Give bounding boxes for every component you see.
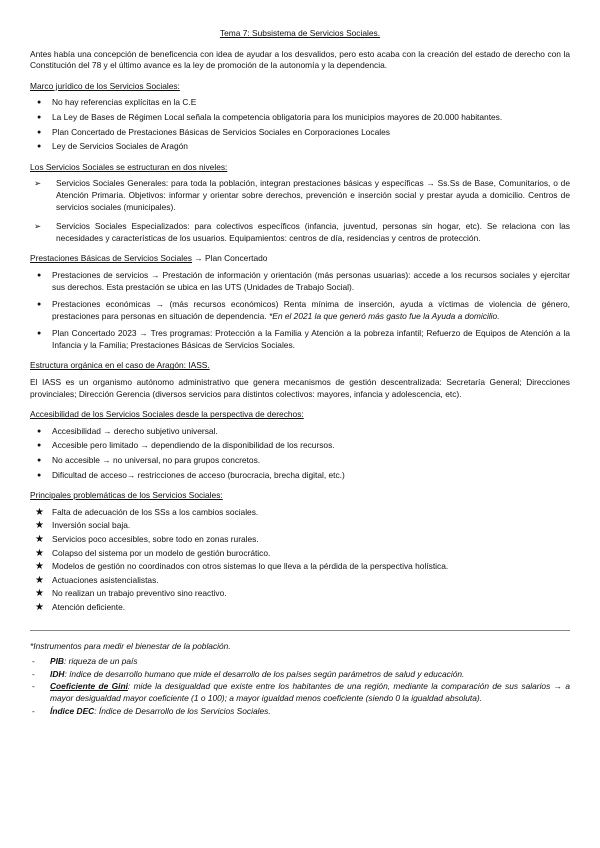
list-item-text: No hay referencias explícitas en la C.E [52,97,197,108]
footnote-term: PIB [50,656,64,667]
bullet-dot-icon: ● [37,471,42,479]
list-item-text: Servicios Sociales Especializados: para colectivos específicos (infancia, juventud, personas sin hogar, etc). Se relaciona con las necesidades y características de los usuarios. Equipamientos: centros de día, residencias y centros de protección. [56,221,570,243]
star-bullet-icon: ★ [35,601,44,613]
accesibilidad-heading: Accesibilidad de los Servicios Sociales desde la perspectiva de derechos: [30,409,304,420]
list-item [30,534,570,546]
estructura-paragraph: El IASS es un organismo autónomo administrativo que genera mecanismos de gestión descentralizada: Secretaría General; Direcciones provinciales; Dirección Gerencia (diversos servicios para distintos colectivos: mayores, infancia y adolescencia, etc). [30,377,570,399]
list-item [30,548,570,560]
footnote-text: : riqueza de un país [63,656,138,667]
list-item [30,561,570,573]
bullet-dot-icon: ● [37,457,42,465]
problematicas-heading: Principales problemáticas de los Servicios Sociales: [30,490,223,501]
prestaciones-list [30,270,570,352]
footnote-text: : índice de desarrollo humano que mide el desarrollo de los países según parámetros de salud y educación. [64,668,465,679]
niveles-heading: Los Servicios Sociales se estructuran en dos niveles: [30,161,228,172]
list-item-text: La Ley de Bases de Régimen Local señala la competencia obligatoria para los municipios mayores de 20.000 habitantes. [52,111,503,122]
bullet-dot-icon: ● [37,128,42,136]
list-item [30,470,570,482]
bullet-dot-icon: ● [37,113,42,121]
list-item [30,426,570,438]
arrow-bullet-icon: ➢ [34,178,42,189]
prestaciones-heading-suffix: → Plan Concertado [192,253,268,264]
estructura-heading: Estructura orgánica en el caso de Aragón: IASS. [30,360,210,371]
prestaciones-heading [30,253,570,265]
list-item-text: Plan Concertado 2023 → Tres programas: Protección a la Familia y Atención a la pobreza infantil; Refuerzo de Equipos de Atención a la Infancia y la Familia; Prestaciones Básicas de Servicios Sociales. [52,328,570,350]
star-bullet-icon: ★ [35,534,44,545]
bullet-dot-icon: ● [37,143,42,151]
list-item [30,507,570,519]
bullet-dot-icon: ● [37,442,42,450]
list-item-text: Actuaciones asistencialistas. [52,574,159,585]
bullet-dot-icon: ● [37,301,42,309]
footnote-divider [30,630,570,631]
list-item-text: Prestaciones de servicios → Prestación de información y orientación (más personas usuarias): accede a los recursos sociales y ejercitar sus derechos. Esta prestación se ubica en las UTS (Unidades de Trabajo Social). [52,269,570,292]
problematicas-list [30,507,570,614]
bullet-dot-icon: ● [37,330,42,338]
document-title: Tema 7: Subsistema de Servicios Sociales. [219,28,381,38]
bullet-dot-icon: ● [37,427,42,435]
star-bullet-icon: ★ [35,506,44,518]
list-item [30,440,570,452]
list-item [30,299,570,322]
footnote-term: Índice DEC [50,705,95,716]
footnote-item [30,706,570,718]
star-bullet-icon: ★ [35,561,44,573]
list-item [30,178,570,213]
list-item-text: Modelos de gestión no coordinados con otros sistemas lo que lleva a la pérdida de la perspectiva holística. [52,561,449,572]
list-item [30,221,570,244]
footnote-term: IDH [50,668,65,679]
list-item [30,127,570,139]
list-item-note: *En el 2021 la que generó más gasto fue la Ayuda a domicilio. [268,310,500,321]
dash-bullet-icon: - [32,656,35,667]
star-bullet-icon: ★ [35,574,44,586]
bullet-dot-icon: ● [37,99,42,107]
footnote-item [30,656,570,668]
list-item [30,588,570,600]
list-item-text: Accesibilidad → derecho subjetivo universal. [52,425,218,436]
prestaciones-heading-text: Prestaciones Básicas de Servicios Sociales [30,253,192,264]
footnote-text: : Índice de Desarrollo de los Servicios Sociales. [94,705,271,716]
list-item [30,520,570,532]
list-item [30,328,570,351]
list-item-text: Prestaciones económicas → (más recursos económicos) Renta mínima de inserción, ayuda a víctimas de violencia de género, prestaciones para personas en situación de dependencia. [52,299,570,321]
dash-bullet-icon: - [32,705,35,716]
footnote-term: Coeficiente de Gini [50,681,128,692]
list-item-text: Falta de adecuación de los SSs a los cambios sociales. [52,506,259,517]
marco-list [30,97,570,152]
list-item-text: Servicios poco accesibles, sobre todo en zonas rurales. [52,534,259,544]
niveles-list [30,178,570,244]
intro-paragraph: Antes había una concepción de beneficencia con idea de ayudar a los desvalidos, pero esto acaba con la creación del estado de derecho con la Constitución del 78 y el último avance es la ley de promoción de la autonomía y la dependencia. [30,48,570,71]
list-item [30,141,570,153]
dash-bullet-icon: - [32,681,35,692]
footnotes-heading: *Instrumentos para medir el bienestar de la población. [30,640,231,651]
list-item-text: Ley de Servicios Sociales de Aragón [52,141,188,152]
list-item-text: Inversión social baja. [52,520,131,531]
dash-bullet-icon: - [32,668,35,679]
list-item [30,602,570,614]
star-bullet-icon: ★ [35,520,44,532]
list-item [30,270,570,293]
star-bullet-icon: ★ [35,588,44,600]
list-item [30,455,570,467]
list-item-text: Colapso del sistema por un modelo de gestión burocrático. [52,547,271,558]
list-item-text: Atención deficiente. [52,601,126,612]
list-item-text: Accesible pero limitado → dependiendo de la disponibilidad de los recursos. [52,440,335,451]
bullet-dot-icon: ● [37,271,42,279]
accesibilidad-list [30,426,570,481]
arrow-bullet-icon: ➢ [34,221,42,232]
footnote-item [30,669,570,681]
footnote-text: : mide la desigualdad que existe entre los habitantes de una región, mediante la comparación de sus salarios → a mayor desigualdad mayor coeficiente (1 o 100); a mayor igualdad menos coeficiente (siendo 0 la igualdad absoluta). [50,681,571,703]
list-item-text: No accesible → no universal, no para grupos concretos. [52,455,261,466]
list-item-text: Servicios Sociales Generales: para toda la población, integran prestaciones básicas y específicas → Ss.Ss de Base, Comunitarios, o de Atención Primaria. Objetivos: informar y orientar sobre derechos, prevención e inserción social y prestar ayuda a domicilio. Centros de servicios sociales (municipales). [56,178,570,212]
star-bullet-icon: ★ [35,547,44,559]
footnote-item [30,681,570,704]
list-item [30,575,570,587]
footnotes-list [30,656,570,717]
list-item-text: Plan Concertado de Prestaciones Básicas de Servicios Sociales en Corporaciones Locales [52,126,390,137]
marco-heading: Marco jurídico de los Servicios Sociales: [30,80,180,91]
list-item-text: Dificultad de acceso→ restricciones de acceso (burocracia, brecha digital, etc.) [52,469,345,480]
list-item [30,97,570,109]
list-item-text: No realizan un trabajo preventivo sino reactivo. [52,588,227,599]
list-item [30,112,570,124]
